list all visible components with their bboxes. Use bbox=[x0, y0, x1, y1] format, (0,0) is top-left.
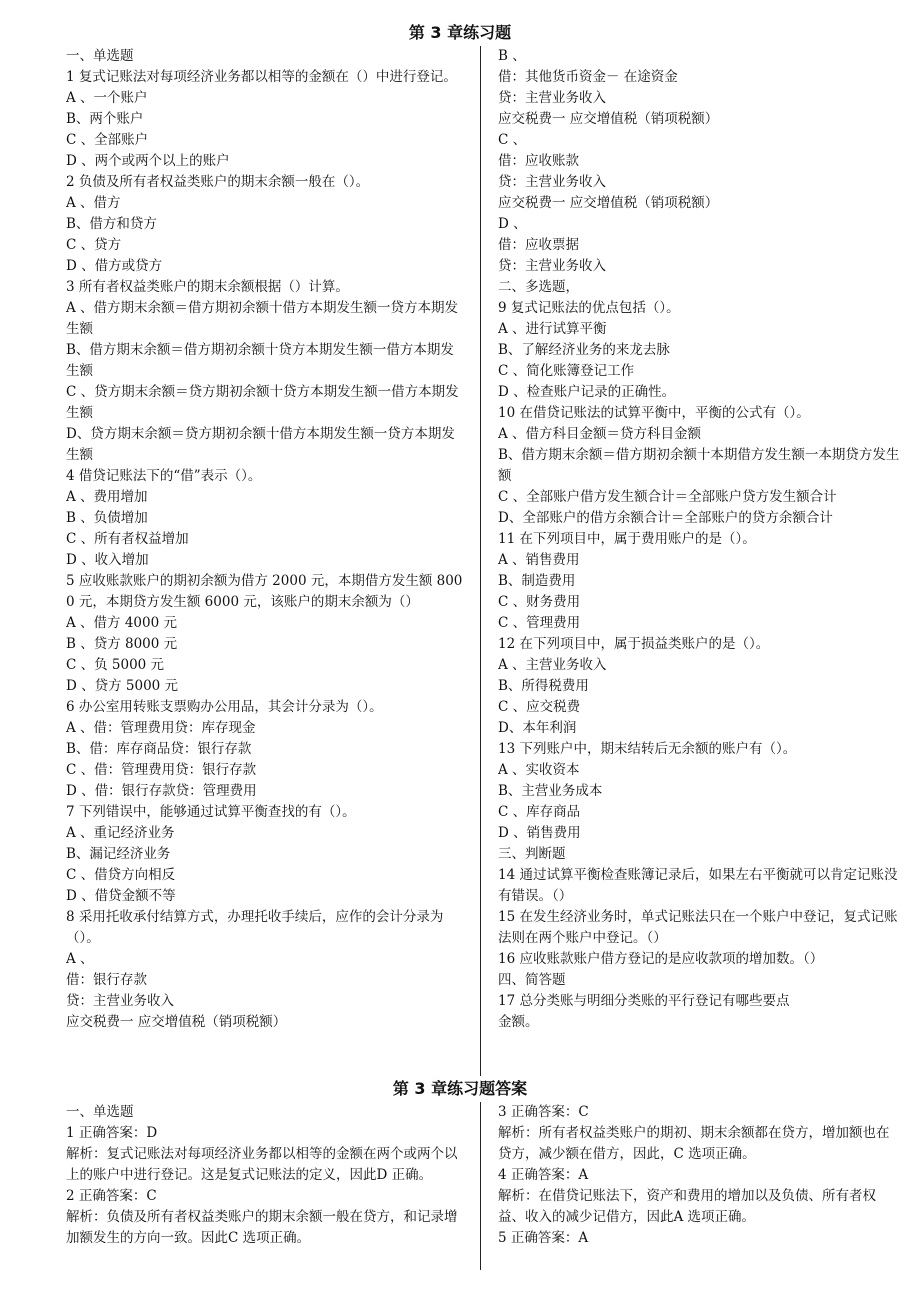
text-line: 12 在下列项目中，属于损益类账户的是（）。 bbox=[498, 636, 770, 652]
text-line: A 、销售费用 bbox=[498, 552, 580, 568]
text-line: D 、检查账户记录的正确性。 bbox=[498, 384, 676, 400]
text-line: 四、简答题 bbox=[498, 972, 566, 988]
exercises-right-column bbox=[498, 46, 900, 1078]
text-line: 金额。 bbox=[498, 1014, 539, 1030]
text-line: C 、所有者权益增加 bbox=[66, 531, 189, 547]
text-line: 5 正确答案：A bbox=[498, 1230, 589, 1246]
answers-right-column bbox=[498, 1102, 900, 1272]
text-line: 13 下列账户中，期末结转后无余额的账户有（）。 bbox=[498, 741, 797, 757]
text-line: B 、贷方 8000 元 bbox=[66, 636, 178, 652]
text-line: 借：应收票据 bbox=[498, 237, 579, 253]
text-line: 贷：主营业务收入 bbox=[498, 90, 606, 106]
text-line: D、贷方期末余额＝贷方期初余额十借方本期发生额一贷方本期发生额 bbox=[66, 426, 455, 463]
text-line: 17 总分类账与明细分类账的平行登记有哪些要点 bbox=[498, 993, 790, 1009]
text-line: C 、全部账户借方发生额合计＝全部账户贷方发生额合计 bbox=[498, 489, 837, 505]
text-line: 8 采用托收承付结算方式，办理托收手续后，应作的会计分录为（）。 bbox=[66, 909, 444, 946]
text-line: 1 正确答案：D bbox=[66, 1125, 158, 1141]
text-line: C 、负 5000 元 bbox=[66, 657, 165, 673]
text-line: A 、费用增加 bbox=[66, 489, 148, 505]
text-line: 4 正确答案：A bbox=[498, 1167, 589, 1183]
text-line: A 、借方期末余额＝借方期初余额十借方本期发生额一贷方本期发生额 bbox=[66, 300, 459, 337]
text-line: 1 复式记账法对每项经济业务都以相等的金额在（）中进行登记。 bbox=[66, 69, 457, 85]
text-line: A 、一个账户 bbox=[66, 90, 148, 106]
exercises-left-column bbox=[66, 46, 464, 1078]
text-line: 贷：主营业务收入 bbox=[66, 993, 174, 1009]
text-line: C 、应交税费 bbox=[498, 699, 581, 715]
text-line: 借：应收账款 bbox=[498, 153, 579, 169]
text-line: B、制造费用 bbox=[498, 573, 576, 589]
text-line: A 、实收资本 bbox=[498, 762, 580, 778]
text-line: C 、全部账户 bbox=[66, 132, 149, 148]
text-line: B、借方期末余额＝借方期初余额十贷方本期发生额一借方本期发生额 bbox=[66, 342, 454, 379]
text-line: C 、借：管理费用贷：银行存款 bbox=[66, 762, 257, 778]
text-line: D、本年利润 bbox=[498, 720, 577, 736]
text-line: A 、借方科目金额＝贷方科目金额 bbox=[498, 426, 702, 442]
text-line: 贷：主营业务收入 bbox=[498, 174, 606, 190]
text-line: 3 正确答案：C bbox=[498, 1104, 589, 1120]
text-line: C 、简化账簿登记工作 bbox=[498, 363, 635, 379]
text-line: D 、借：银行存款贷：管理费用 bbox=[66, 783, 257, 799]
answers-left-column bbox=[66, 1102, 464, 1272]
text-line: 三、判断题 bbox=[498, 846, 566, 862]
text-line: B 、负债增加 bbox=[66, 510, 148, 526]
text-line: C 、财务费用 bbox=[498, 594, 581, 610]
text-line: D 、收入增加 bbox=[66, 552, 149, 568]
text-line: B、漏记经济业务 bbox=[66, 846, 171, 862]
text-line: A 、借：管理费用贷：库存现金 bbox=[66, 720, 256, 736]
text-line: A 、主营业务收入 bbox=[498, 657, 607, 673]
text-line: 二、多选题， bbox=[498, 279, 579, 295]
text-line: C 、库存商品 bbox=[498, 804, 581, 820]
text-line: 解析：所有者权益类账户的期初、期末余额都在贷方，增加额也在贷方，减少额在借方，因此，C 选项正确。 bbox=[498, 1125, 890, 1162]
text-line: 6 办公室用转账支票购办公用品，其会计分录为（）。 bbox=[66, 699, 383, 715]
text-line: D 、借方或贷方 bbox=[66, 258, 163, 274]
text-line: A 、重记经济业务 bbox=[66, 825, 175, 841]
text-line: D 、贷方 5000 元 bbox=[66, 678, 179, 694]
text-line: 一、单选题 bbox=[66, 48, 134, 64]
text-line: 11 在下列项目中，属于费用账户的是（）。 bbox=[498, 531, 756, 547]
column-divider bbox=[480, 46, 481, 1076]
text-line: 10 在借贷记账法的试算平衡中，平衡的公式有（）。 bbox=[498, 405, 810, 421]
text-line: 解析：复式记账法对每项经济业务都以相等的金额在两个或两个以上的账户中进行登记。这是复式记账法的定义，因此D 正确。 bbox=[66, 1146, 458, 1183]
text-line: D 、借贷金额不等 bbox=[66, 888, 176, 904]
text-line: 14 通过试算平衡检查账簿记录后，如果左右平衡就可以肯定记账没有错误。（） bbox=[498, 867, 898, 904]
text-line: 一、单选题 bbox=[66, 1104, 134, 1120]
text-line: 4 借贷记账法下的“借”表示（）。 bbox=[66, 468, 262, 484]
text-line: B、两个账户 bbox=[66, 111, 144, 127]
text-line: 解析：负债及所有者权益类账户的期末余额一般在贷方，和记录增加额发生的方向一致。因此C 选项正确。 bbox=[66, 1209, 458, 1246]
text-line: B、了解经济业务的来龙去脉 bbox=[498, 342, 670, 358]
text-line: A 、 bbox=[66, 951, 94, 967]
text-line: C 、管理费用 bbox=[498, 615, 581, 631]
text-line: B、借方和贷方 bbox=[66, 216, 157, 232]
text-line: D 、两个或两个以上的账户 bbox=[66, 153, 230, 169]
text-line: C 、贷方 bbox=[66, 237, 122, 253]
text-line: C 、贷方期末余额＝贷方期初余额十贷方本期发生额一借方本期发生额 bbox=[66, 384, 459, 421]
text-line: A 、进行试算平衡 bbox=[498, 321, 607, 337]
text-line: D 、销售费用 bbox=[498, 825, 581, 841]
text-line: B、借方期末余额＝借方期初余额十本期借方发生额一本期贷方发生额 bbox=[498, 447, 900, 484]
text-line: 应交税费一 应交增值税（销项税额） bbox=[498, 111, 719, 127]
text-line: D 、 bbox=[498, 216, 527, 232]
text-line: 15 在发生经济业务时，单式记账法只在一个账户中登记，复式记账法则在两个账户中登记。（） bbox=[498, 909, 898, 946]
text-line: 16 应收账款账户借方登记的是应收款项的增加数。（） bbox=[498, 951, 824, 967]
text-line: B 、 bbox=[498, 48, 526, 64]
text-line: 7 下列错误中，能够通过试算平衡查找的有（）。 bbox=[66, 804, 356, 820]
text-line: 借：其他货币资金－ 在途资金 bbox=[498, 69, 678, 85]
text-line: C 、借贷方向相反 bbox=[66, 867, 176, 883]
text-line: 借：银行存款 bbox=[66, 972, 147, 988]
text-line: A 、借方 4000 元 bbox=[66, 615, 177, 631]
text-line: B、借：库存商品贷：银行存款 bbox=[66, 741, 252, 757]
text-line: A 、借方 bbox=[66, 195, 121, 211]
page-title: 第 3 章练习题 bbox=[408, 23, 512, 42]
text-line: 应交税费一 应交增值税（销项税额） bbox=[66, 1014, 287, 1030]
text-line: 贷：主营业务收入 bbox=[498, 258, 606, 274]
answers-title: 第 3 章练习题答案 bbox=[392, 1079, 528, 1098]
text-line: C 、 bbox=[498, 132, 527, 148]
text-line: 解析：在借贷记账法下，资产和费用的增加以及负债、所有者权益、收入的减少记借方，因此A 选项正确。 bbox=[498, 1188, 876, 1225]
text-line: 3 所有者权益类账户的期末余额根据（）计算。 bbox=[66, 279, 349, 295]
text-line: B、所得税费用 bbox=[498, 678, 589, 694]
text-line: 9 复式记账法的优点包括（）。 bbox=[498, 300, 680, 316]
text-line: B、主营业务成本 bbox=[498, 783, 603, 799]
text-line: 2 负债及所有者权益类账户的期末余额一般在（）。 bbox=[66, 174, 370, 190]
text-line: 应交税费一 应交增值税（销项税额） bbox=[498, 195, 719, 211]
text-line: 5 应收账款账户的期初余额为借方 2000 元，本期借方发生额 8000 元，本期贷方发生额 6000 元，该账户的期末余额为（） bbox=[66, 573, 463, 610]
text-line: 2 正确答案：C bbox=[66, 1188, 157, 1204]
answers-column-divider bbox=[480, 1102, 481, 1270]
text-line: D、全部账户的借方余额合计＝全部账户的贷方余额合计 bbox=[498, 510, 833, 526]
